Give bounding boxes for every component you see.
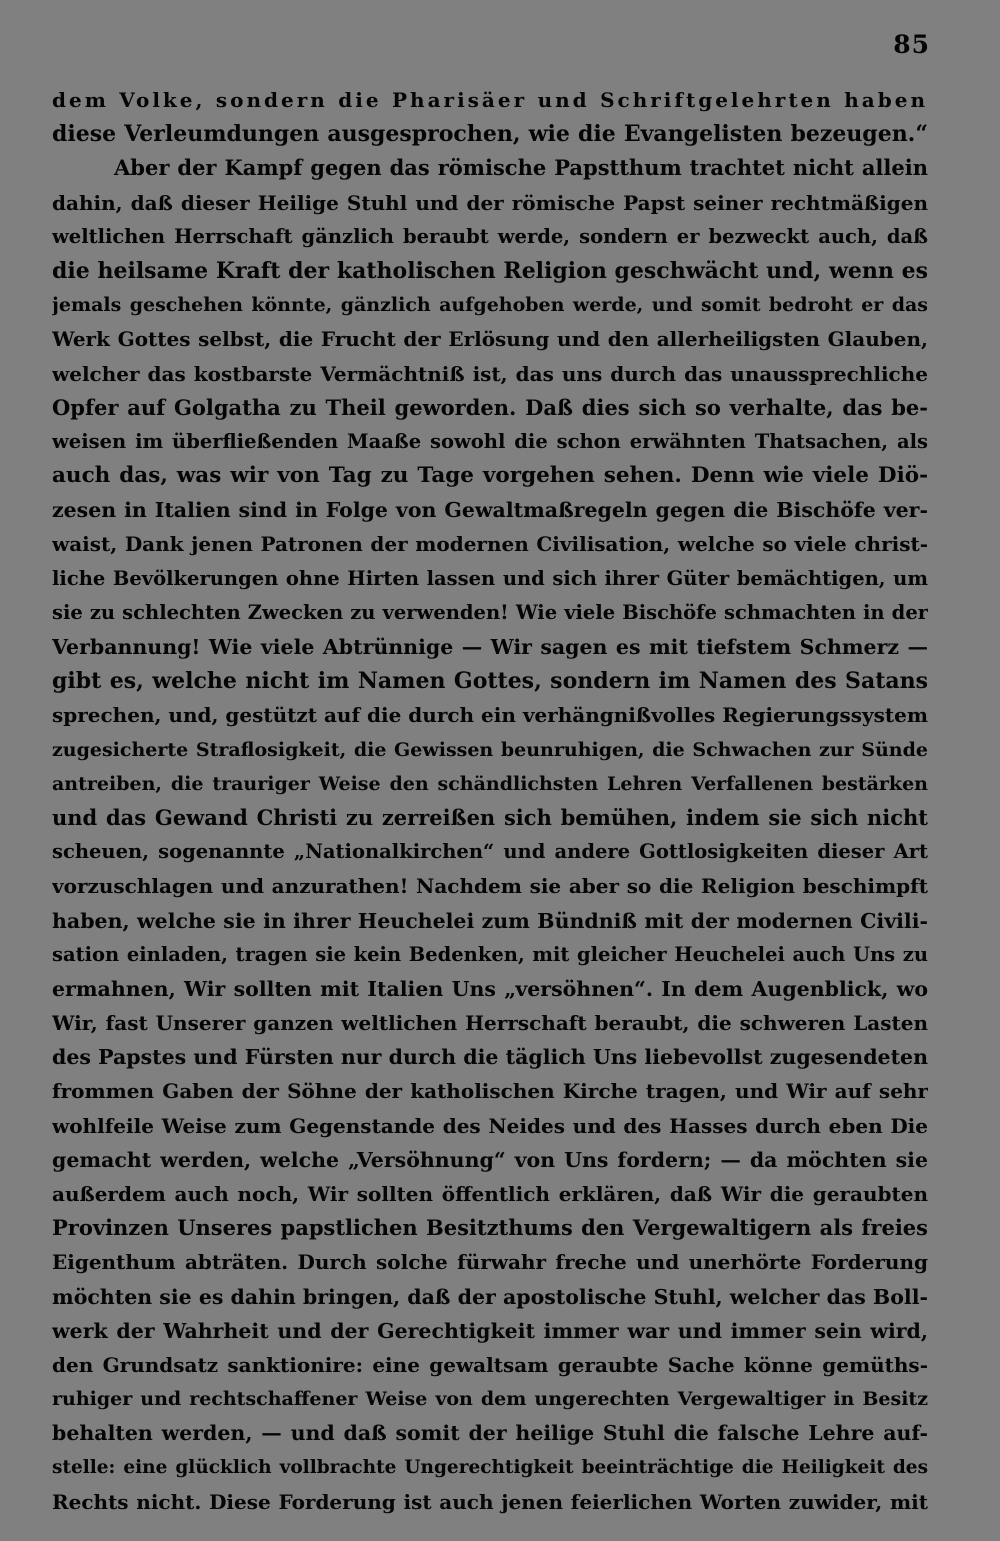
text-line: und das Gewand Christi zu zerreißen sich bemühen, indem sie sich nicht bbox=[52, 804, 928, 830]
text-line: den Grundsatz sanktionire: eine gewaltsam geraubte Sache könne gemüths- bbox=[52, 1352, 928, 1377]
text-line: auch das, was wir von Tag zu Tage vorgehen sehen. Denn wie viele Diö- bbox=[52, 463, 928, 489]
text-line: zesen in Italien sind in Folge von Gewaltmaßregeln gegen die Bischöfe ver- bbox=[52, 498, 928, 523]
text-line: jemals geschehen könnte, gänzlich aufgehoben werde, und somit bedroht er das bbox=[52, 294, 928, 317]
text-line: liche Bevölkerungen ohne Hirten lassen und sich ihrer Güter bemächtigen, um bbox=[52, 566, 928, 590]
text-line: möchten sie es dahin bringen, daß der apostolische Stuhl, welcher das Boll- bbox=[52, 1284, 928, 1309]
text-line: gemacht werden, welche „Versöhnung“ von Uns fordern; — da möchten sie bbox=[52, 1147, 928, 1172]
text-line: ermahnen, Wir sollten mit Italien Uns „versöhnen“. In dem Augenblick, wo bbox=[52, 976, 928, 1001]
text-line: dahin, daß dieser Heilige Stuhl und der römische Papst seiner rechtmäßigen bbox=[52, 190, 928, 215]
text-line: antreiben, die trauriger Weise den schändlichsten Lehren Verfallenen bestärken bbox=[52, 772, 928, 795]
text-line: Wir, fast Unserer ganzen weltlichen Herrschaft beraubt, die schweren Lasten bbox=[52, 1011, 928, 1036]
text-line: zugesicherte Straflosigkeit, die Gewissen beunruhigen, die Schwachen zur Sünde bbox=[52, 738, 928, 761]
text-line: sprechen, und, gestützt auf die durch ein verhängnißvolles Regierungssystem bbox=[52, 703, 928, 728]
text-line: weltlichen Herrschaft gänzlich beraubt werde, sondern er bezweckt auch, daß bbox=[52, 224, 928, 248]
text-line: behalten werden, — und daß somit der heilige Stuhl die falsche Lehre auf- bbox=[52, 1421, 928, 1446]
text-line: Werk Gottes selbst, die Frucht der Erlösung und den allerheiligsten Glauben, bbox=[52, 327, 928, 352]
text-line: weisen im überfließenden Maaße sowohl die schon erwähnten Thatsachen, als bbox=[52, 429, 928, 453]
text-line: außerdem auch noch, Wir sollten öffentlich erklären, daß Wir die geraubten bbox=[52, 1182, 928, 1206]
text-line: werk der Wahrheit und der Gerechtigkeit immer war und immer sein wird, bbox=[52, 1318, 928, 1343]
text-line: wohlfeile Weise zum Gegenstande des Neides und des Hasses durch eben Die bbox=[52, 1113, 928, 1138]
text-line: Provinzen Unseres papstlichen Besitzthums den Vergewaltigern als freies bbox=[52, 1215, 928, 1241]
text-line: stelle: eine glücklich vollbrachte Ungerechtigkeit beeinträchtige die Heiligkeit des bbox=[52, 1456, 928, 1478]
page-number: 85 bbox=[893, 30, 930, 59]
text-line: Eigenthum abträten. Durch solche fürwahr freche und unerhörte Forderung bbox=[52, 1250, 928, 1275]
text-line: frommen Gaben der Söhne der katholischen Kirche tragen, und Wir auf sehr bbox=[52, 1079, 928, 1104]
text-line: scheuen, sogenannte „Nationalkirchen“ und andere Gottlosigkeiten dieser Art bbox=[52, 840, 928, 864]
text-line: welcher das kostbarste Vermächtniß ist, das uns durch das unaussprechliche bbox=[52, 361, 928, 386]
text-line: vorzuschlagen und anzurathen! Nachdem sie aber so die Religion beschimpft bbox=[52, 874, 928, 899]
text-line: Verbannung! Wie viele Abtrünnige — Wir sagen es mit tiefstem Schmerz — bbox=[52, 635, 928, 659]
text-line: die heilsame Kraft der katholischen Religion geschwächt und, wenn es bbox=[52, 257, 928, 284]
text-line: ruhiger und rechtschaffener Weise von dem ungerechten Vergewaltiger in Besitz bbox=[52, 1388, 928, 1411]
text-line: Aber der Kampf gegen das römische Papstthum trachtet nicht allein bbox=[114, 155, 928, 181]
text-line: dem Volke, sondern die Pharisäer und Schriftgelehrten haben bbox=[52, 88, 928, 112]
text-line: sie zu schlechten Zwecken zu verwenden! Wie viele Bischöfe schmachten in der bbox=[52, 600, 928, 624]
text-line: haben, welche sie in ihrer Heuchelei zum Bündniß mit der modernen Civili- bbox=[52, 908, 928, 933]
text-line: Rechts nicht. Diese Forderung ist auch jenen feierlichen Worten zuwider, mit bbox=[52, 1489, 928, 1514]
body-text bbox=[52, 83, 928, 1519]
text-line: sation einladen, tragen sie kein Bedenken, mit gleicher Heuchelei auch Uns zu bbox=[52, 942, 928, 966]
text-line: des Papstes und Fürsten nur durch die täglich Uns liebevollst zugesendeten bbox=[52, 1045, 928, 1070]
text-line: waist, Dank jenen Patronen der modernen Civilisation, welche so viele christ- bbox=[52, 532, 928, 557]
text-line: diese Verleumdungen ausgesprochen, wie die Evangelisten bezeugen.“ bbox=[52, 121, 928, 148]
text-line: gibt es, welche nicht im Namen Gottes, sondern im Namen des Satans bbox=[52, 668, 928, 695]
text-line: Opfer auf Golgatha zu Theil geworden. Daß dies sich so verhalte, das be- bbox=[52, 394, 928, 420]
